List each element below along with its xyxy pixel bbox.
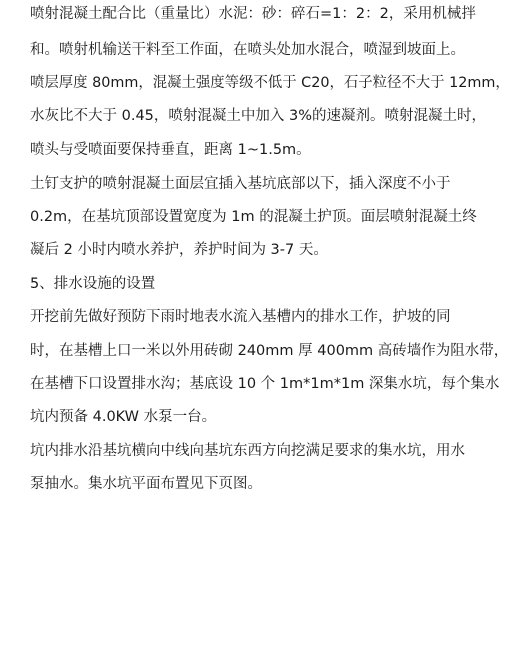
paragraph-line: 时，在基槽上口一米以外用砖砌 240mm 厚 400mm 高砖墙作为阻水带， — [30, 343, 509, 359]
paragraph-line: 泵抽水。集水坑平面布置见下页图。 — [30, 476, 262, 492]
paragraph-line: 开挖前先做好预防下雨时地表水流入基槽内的排水工作，护坡的同 — [30, 309, 451, 325]
paragraph-line: 喷头与受喷面要保持垂直，距离 1~1.5m。 — [30, 142, 311, 158]
paragraph-line: 在基槽下口设置排水沟；基底设 10 个 1m*1m*1m 深集水坑，每个集水 — [30, 376, 500, 392]
section-heading: 5、排水设施的设置 — [30, 276, 156, 292]
paragraph-line: 凝后 2 小时内喷水养护，养护时间为 3-7 天。 — [30, 242, 328, 258]
paragraph-line: 喷射混凝土配合比（重量比）水泥：砂：碎石=1：2：2，采用机械拌 — [30, 6, 476, 22]
paragraph-line: 喷层厚度 80mm，混凝土强度等级不低于 C20，石子粒径不大于 12mm， — [30, 75, 510, 91]
paragraph-line: 坑内预备 4.0KW 水泵一台。 — [30, 409, 217, 425]
paragraph-line: 和。喷射机输送干料至工作面，在喷头处加水混合，喷湿到坡面上。 — [30, 42, 465, 58]
paragraph-line: 水灰比不大于 0.45，喷射混凝土中加入 3%的速凝剂。喷射混凝土时， — [30, 108, 487, 124]
paragraph-line: 0.2m，在基坑顶部设置宽度为 1m 的混凝土护顶。面层喷射混凝土终 — [30, 209, 477, 225]
paragraph-line: 土钉支护的喷射混凝土面层宜插入基坑底部以下，插入深度不小于 — [30, 176, 451, 192]
paragraph-line: 坑内排水沿基坑横向中线向基坑东西方向挖满足要求的集水坑，用水 — [30, 443, 465, 459]
